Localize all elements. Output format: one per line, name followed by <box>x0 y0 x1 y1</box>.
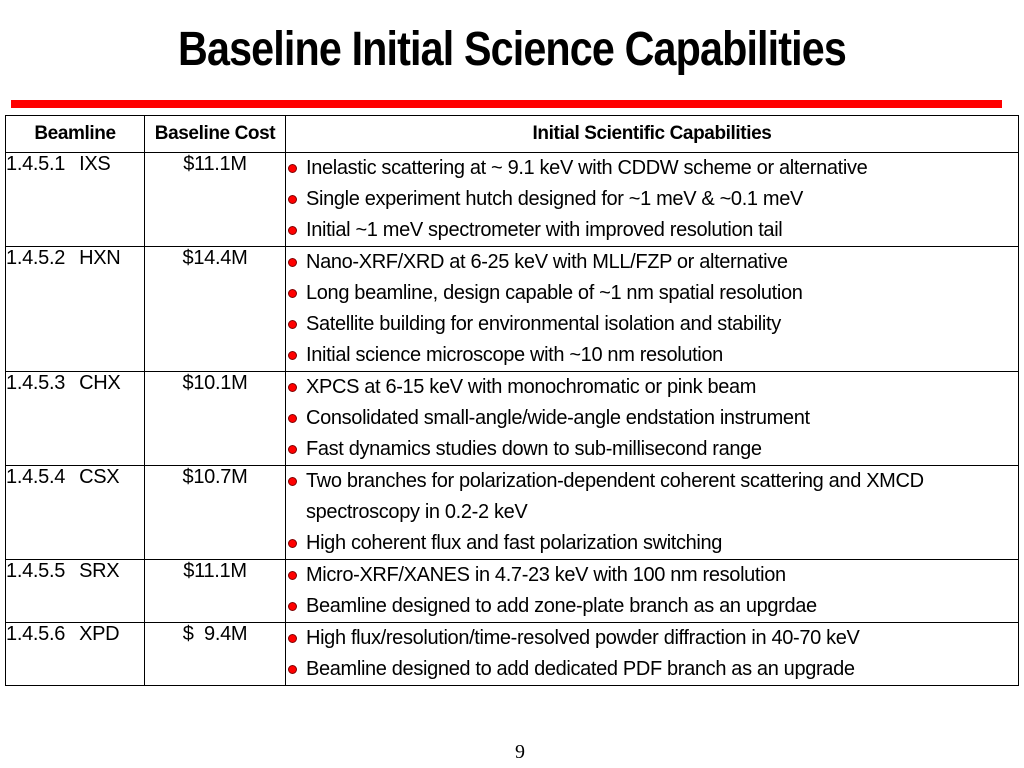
capabilities-table <box>5 115 1019 686</box>
beamline-cell <box>6 623 145 686</box>
bullet-icon <box>288 383 297 392</box>
beamline-name: SRX <box>79 560 120 582</box>
beamline-cell <box>6 247 145 372</box>
header-capabilities: Initial Scientific Capabilities <box>286 116 1019 153</box>
beamline-cell <box>6 560 145 623</box>
bullet-icon <box>288 351 297 360</box>
capability-text: XPCS at 6-15 keV with monochromatic or pink beam <box>306 376 757 398</box>
bullet-icon <box>288 445 297 454</box>
beamline-name: IXS <box>79 153 111 175</box>
list-item <box>286 340 1018 371</box>
bullet-icon <box>288 258 297 267</box>
cost-cell: $11.1M <box>145 560 286 623</box>
capabilities-list <box>286 247 1018 371</box>
list-item <box>286 560 1018 591</box>
title-underline-bar <box>11 100 1002 108</box>
header-beamline: Beamline <box>6 116 145 153</box>
cost-cell: $10.7M <box>145 466 286 560</box>
bullet-icon <box>288 226 297 235</box>
capabilities-list <box>286 372 1018 465</box>
beamline-wbs: 1.4.5.2 <box>6 247 66 269</box>
list-item <box>286 654 1018 685</box>
beamline-wbs: 1.4.5.4 <box>6 466 66 488</box>
cost-cell: $14.4M <box>145 247 286 372</box>
list-item <box>286 215 1018 246</box>
cost-cell: $10.1M <box>145 372 286 466</box>
slide-title: Baseline Initial Science Capabilities <box>178 23 846 76</box>
header-row <box>6 116 1019 153</box>
list-item <box>286 403 1018 434</box>
beamline-name: CSX <box>79 466 120 488</box>
beamline-name: XPD <box>79 623 120 645</box>
beamline-wbs: 1.4.5.5 <box>6 560 66 582</box>
capability-text: Single experiment hutch designed for ~1 meV & ~0.1 meV <box>306 188 803 210</box>
list-item <box>286 372 1018 403</box>
capabilities-cell <box>286 623 1019 686</box>
capability-text: Beamline designed to add zone-plate branch as an upgrdae <box>306 595 817 617</box>
list-item <box>286 623 1018 654</box>
table-row <box>6 372 1019 466</box>
capabilities-cell <box>286 153 1019 247</box>
capability-text: Two branches for polarization-dependent coherent scattering and XMCD spectroscopy in 0.2-2 keV <box>306 470 924 523</box>
capability-text: Fast dynamics studies down to sub-millisecond range <box>306 438 762 460</box>
capabilities-cell <box>286 466 1019 560</box>
list-item <box>286 309 1018 340</box>
list-item <box>286 247 1018 278</box>
list-item <box>286 184 1018 215</box>
beamline-wbs: 1.4.5.6 <box>6 623 66 645</box>
capability-text: Long beamline, design capable of ~1 nm spatial resolution <box>306 282 803 304</box>
capability-text: High flux/resolution/time-resolved powder diffraction in 40-70 keV <box>306 627 860 649</box>
capability-text: Consolidated small-angle/wide-angle endstation instrument <box>306 407 810 429</box>
list-item <box>286 153 1018 184</box>
bullet-icon <box>288 289 297 298</box>
table-row <box>6 247 1019 372</box>
beamline-name: CHX <box>79 372 121 394</box>
beamline-name: HXN <box>79 247 121 269</box>
capabilities-list <box>286 466 1018 559</box>
table-row <box>6 153 1019 247</box>
capability-text: Satellite building for environmental isolation and stability <box>306 313 781 335</box>
capability-text: Initial science microscope with ~10 nm resolution <box>306 344 723 366</box>
table-row <box>6 623 1019 686</box>
beamline-cell <box>6 466 145 560</box>
bullet-icon <box>288 414 297 423</box>
bullet-icon <box>288 477 297 486</box>
capabilities-cell <box>286 247 1019 372</box>
page-number: 9 <box>515 741 525 763</box>
list-item <box>286 528 1018 559</box>
bullet-icon <box>288 320 297 329</box>
table-body <box>6 153 1019 686</box>
bullet-icon <box>288 665 297 674</box>
cost-cell: $ 9.4M <box>145 623 286 686</box>
table-row <box>6 560 1019 623</box>
bullet-icon <box>288 539 297 548</box>
list-item <box>286 434 1018 465</box>
capability-text: Nano-XRF/XRD at 6-25 keV with MLL/FZP or alternative <box>306 251 788 273</box>
capability-text: High coherent flux and fast polarization switching <box>306 532 723 554</box>
capabilities-cell <box>286 372 1019 466</box>
capabilities-list <box>286 153 1018 246</box>
beamline-cell <box>6 153 145 247</box>
capabilities-list <box>286 623 1018 685</box>
list-item <box>286 278 1018 309</box>
table-row <box>6 466 1019 560</box>
bullet-icon <box>288 571 297 580</box>
header-cost: Baseline Cost <box>145 116 286 153</box>
beamline-wbs: 1.4.5.3 <box>6 372 66 394</box>
capability-text: Micro-XRF/XANES in 4.7-23 keV with 100 nm resolution <box>306 564 786 586</box>
beamline-wbs: 1.4.5.1 <box>6 153 66 175</box>
bullet-icon <box>288 195 297 204</box>
capability-text: Beamline designed to add dedicated PDF branch as an upgrade <box>306 658 855 680</box>
cost-cell: $11.1M <box>145 153 286 247</box>
bullet-icon <box>288 602 297 611</box>
capability-text: Initial ~1 meV spectrometer with improved resolution tail <box>306 219 783 241</box>
beamline-cell <box>6 372 145 466</box>
list-item <box>286 466 1018 528</box>
list-item <box>286 591 1018 622</box>
capabilities-cell <box>286 560 1019 623</box>
bullet-icon <box>288 634 297 643</box>
capability-text: Inelastic scattering at ~ 9.1 keV with CDDW scheme or alternative <box>306 157 868 179</box>
bullet-icon <box>288 164 297 173</box>
capabilities-list <box>286 560 1018 622</box>
